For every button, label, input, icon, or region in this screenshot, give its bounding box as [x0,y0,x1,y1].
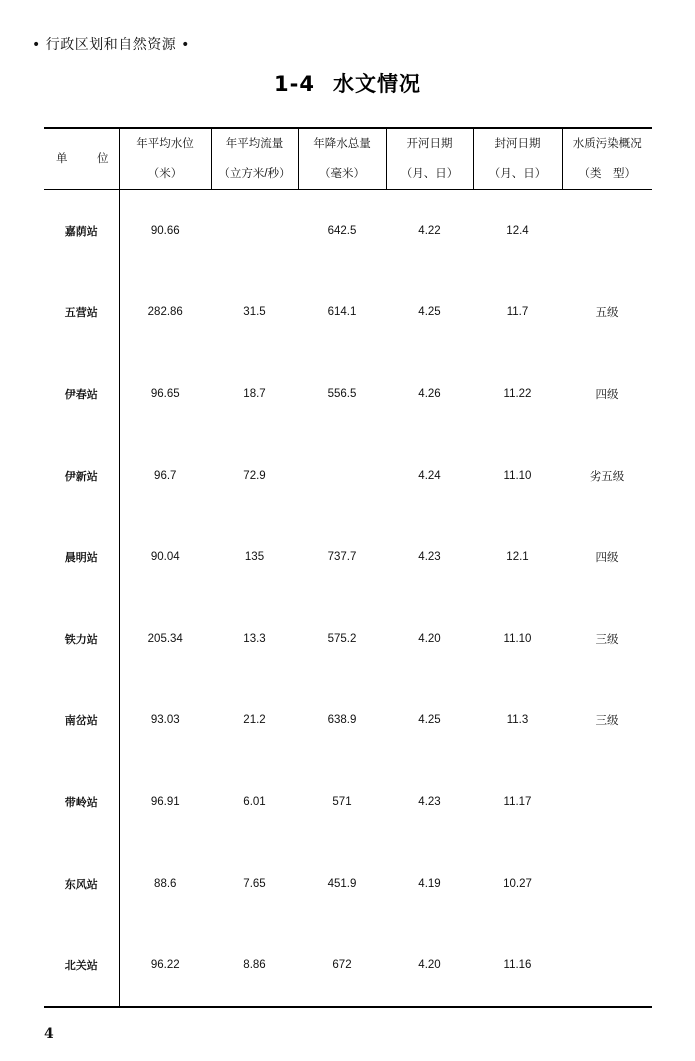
table-cell: 135 [244,551,265,564]
table-cell [211,190,298,272]
table-cell: 4.26 [418,387,441,400]
table-cell: 11.7 [506,306,529,319]
table-cell: 三级 [595,633,619,646]
table-cell: 451.9 [327,877,357,890]
table-cell: 12.4 [506,224,529,237]
column-header [211,128,298,190]
column-header [562,128,652,190]
table-cell: 93.03 [150,714,180,727]
table-row [44,516,652,598]
column-header-title: 水质污染概况 [572,138,642,150]
column-header [386,128,473,190]
table-row [44,761,652,843]
table-cell: 7.65 [243,877,266,890]
table-cell: 劣五级 [589,470,625,483]
table-cell: 21.2 [243,714,266,727]
station-name: 南岔站 [44,680,119,762]
page-number: 4 [44,1026,54,1042]
table-cell: 18.7 [243,387,266,400]
column-header-unit [44,128,119,190]
table-cell: 96.22 [119,924,211,1007]
table-cell: 571 [332,795,352,808]
table-cell: 8.86 [211,924,298,1007]
table-cell: 737.7 [327,551,357,564]
station-name: 伊春站 [44,353,119,435]
table-cell: 4.22 [418,224,441,237]
table-cell: 4.23 [418,551,441,564]
table-row [44,843,652,925]
table-row [44,924,652,1007]
table-cell: 96.7 [154,469,177,482]
table-cell: 三级 [595,715,619,728]
table-cell: 556.5 [327,387,357,400]
header-row [44,128,652,190]
station-name: 五营站 [44,272,119,354]
table-cell: 642.5 [327,224,357,237]
table-row [44,190,652,272]
column-header-title: 年平均水位 [136,138,194,150]
table-title [0,68,695,98]
table-cell: 4.20 [418,632,441,645]
column-header [473,128,562,190]
table-cell: 10.27 [503,877,532,890]
table-row [44,272,652,354]
column-header-unit-label: （米） [147,168,183,180]
table-cell: 205.34 [147,632,183,645]
table-cell: 四级 [595,388,619,401]
table-row [44,598,652,680]
table-cell: 31.5 [243,306,266,319]
station-name: 铁力站 [44,598,119,680]
table-cell: 11.3 [506,714,529,727]
table-row [44,435,652,517]
table-cell: 11.17 [503,795,532,808]
table-row [44,680,652,762]
table-cell: 11.10 [503,469,532,482]
table-cell: 72.9 [243,469,266,482]
station-name: 带岭站 [44,761,119,843]
table-cell: 13.3 [243,632,266,645]
column-header-unit-label: （立方米/秒） [218,168,291,180]
table-header [44,128,652,190]
column-header [119,128,211,190]
table-cell: 88.6 [154,877,177,890]
column-header-unit-label: （月、日） [400,168,459,180]
table-cell: 672 [298,924,386,1007]
hydrology-table [44,127,652,1008]
table-cell: 4.24 [418,469,441,482]
table-cell: 4.19 [418,877,441,890]
table-cell: 638.9 [327,714,357,727]
station-name: 嘉荫站 [44,190,119,272]
table-cell [562,924,652,1007]
table-cell [562,761,652,843]
unit-label-right: 位 [97,153,109,165]
table-cell [298,435,386,517]
table-cell [562,190,652,272]
column-header-title: 年降水总量 [313,138,371,150]
table-cell: 6.01 [243,795,266,808]
table-cell: 282.86 [147,306,183,319]
unit-label-left: 单 [56,153,68,165]
table-cell: 12.1 [506,551,529,564]
table-cell: 90.04 [150,551,180,564]
column-header-title: 开河日期 [406,138,453,150]
table-cell: 575.2 [327,632,357,645]
table-cell: 96.91 [150,795,180,808]
column-header-unit-label: （类 型） [578,168,636,180]
table-cell: 4.25 [418,714,441,727]
table-cell: 4.23 [418,795,441,808]
table-cell: 11.22 [503,387,532,400]
table-cell: 五级 [595,307,619,320]
table-cell: 90.66 [150,224,180,237]
table-cell: 11.16 [473,924,562,1007]
table-number: 1-4 [274,72,315,96]
column-header-unit-label: （毫米） [319,168,365,180]
column-header [298,128,386,190]
table-cell: 4.25 [418,306,441,319]
table-cell: 96.65 [150,387,180,400]
station-name: 伊新站 [44,435,119,517]
table-cell: 4.20 [386,924,473,1007]
column-header-unit-label: （月、日） [488,168,547,180]
table-cell: 614.1 [327,306,357,319]
table-body [44,190,652,1007]
column-header-title: 年平均流量 [225,138,284,150]
table-title-text: 水文情况 [332,72,421,96]
table-cell: 11.10 [503,632,532,645]
table-cell: 四级 [595,552,619,565]
station-name: 东风站 [44,843,119,925]
table-row [44,353,652,435]
table-cell [562,843,652,925]
column-header-title: 封河日期 [494,138,541,150]
running-header: • 行政区划和自然资源 • [32,37,190,53]
station-name: 北关站 [44,924,119,1007]
station-name: 晨明站 [44,516,119,598]
